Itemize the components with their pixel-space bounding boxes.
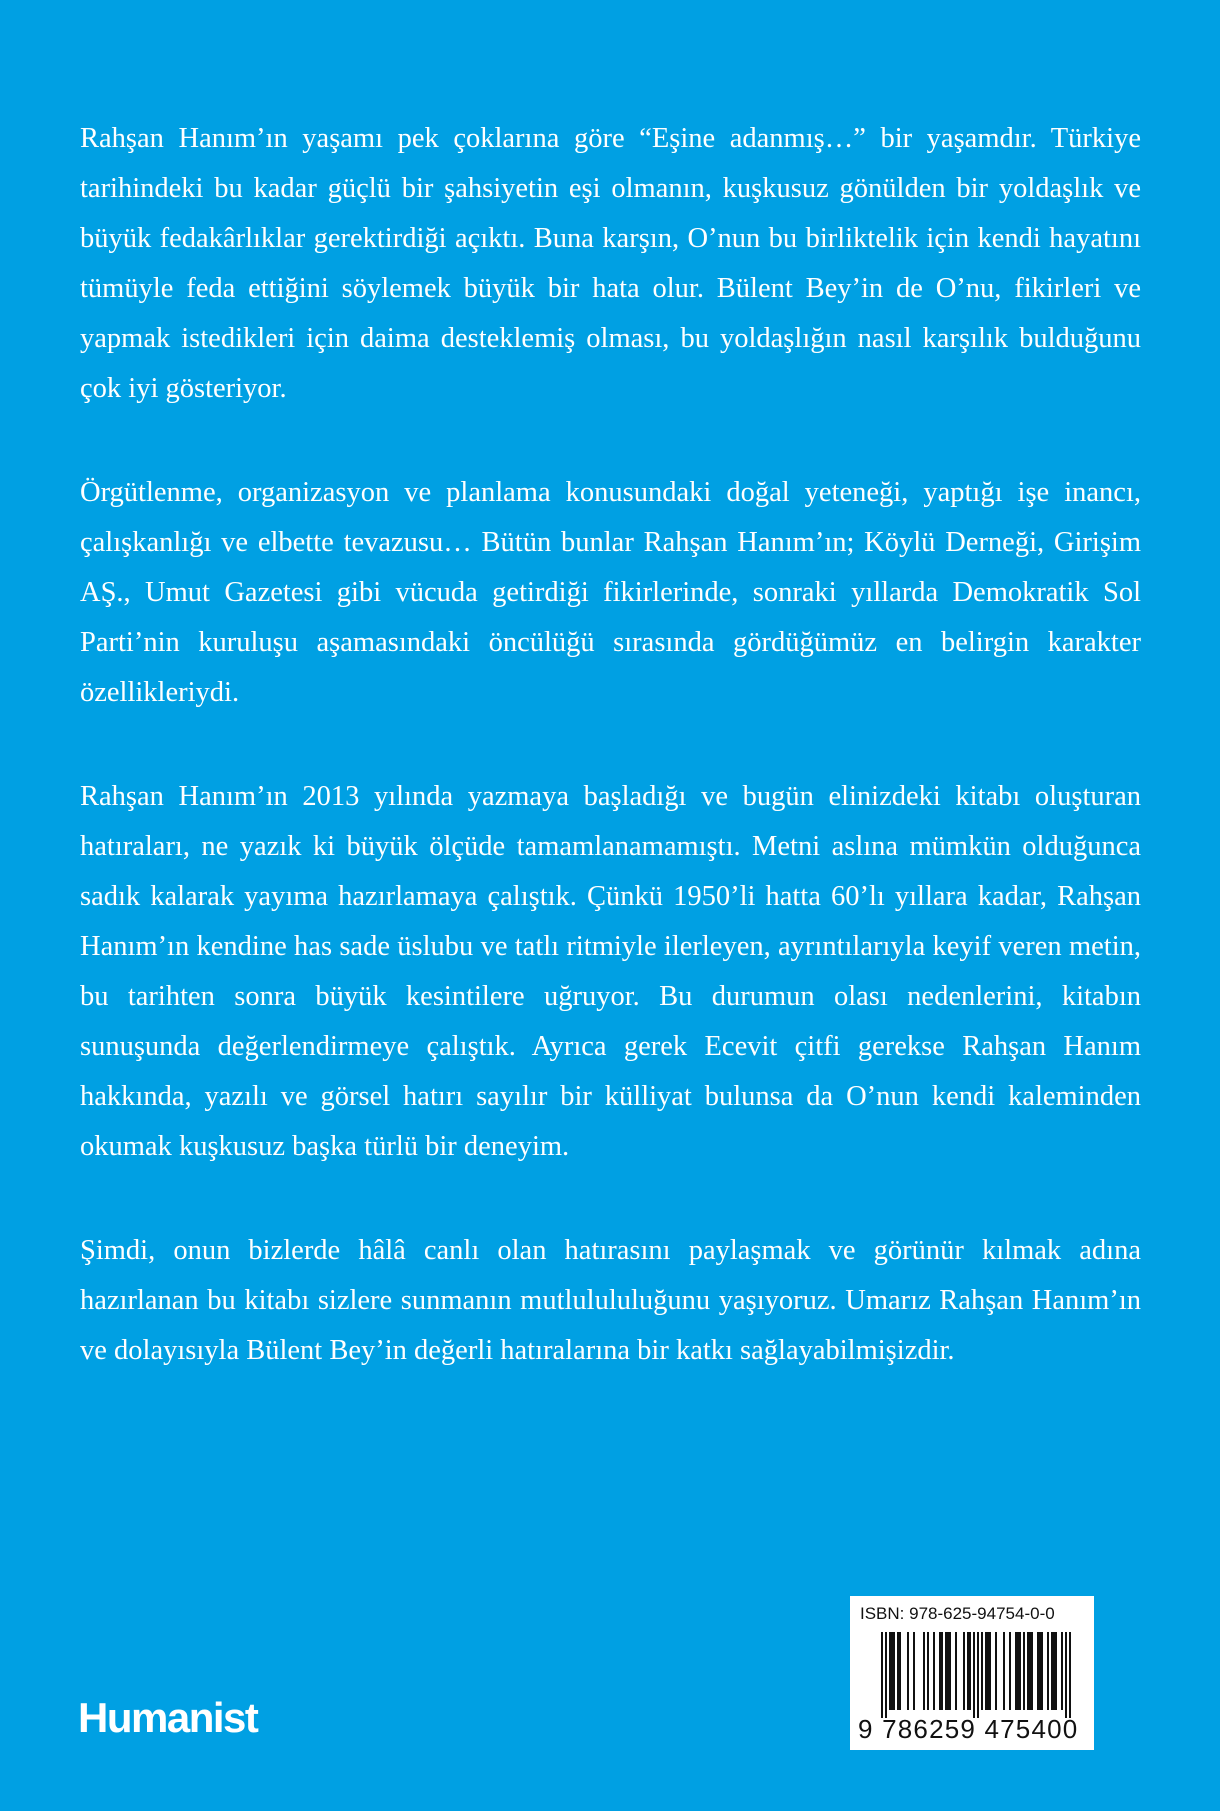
- barcode-bar: [967, 1632, 969, 1710]
- barcode-bar: [897, 1632, 899, 1710]
- barcode-bar: [1023, 1632, 1025, 1710]
- barcode-bar: [933, 1632, 935, 1710]
- publisher-logo: Humanist: [78, 1694, 258, 1741]
- barcode-bar: [1069, 1632, 1071, 1718]
- blurb-text: [80, 114, 1141, 1430]
- barcode-bar: [1009, 1632, 1011, 1710]
- barcode-bar: [977, 1632, 979, 1718]
- barcode-label: [850, 1596, 1094, 1750]
- barcode-bar: [949, 1632, 951, 1710]
- barcode-bar: [987, 1632, 989, 1710]
- barcode-bar: [947, 1632, 949, 1710]
- barcode-bar: [985, 1632, 987, 1710]
- barcode-bar: [1015, 1632, 1017, 1710]
- barcode-bar: [955, 1632, 957, 1710]
- barcode-bar: [981, 1632, 983, 1710]
- barcode-bar: [1003, 1632, 1005, 1710]
- barcode-bars: [876, 1632, 1076, 1718]
- barcode-bar: [989, 1632, 991, 1710]
- barcode-bar: [923, 1632, 925, 1710]
- blurb-paragraph-3: Rahşan Hanım’ın 2013 yılında yazmaya başladığı ve bugün elinizdeki kitabı oluşturan hatıraları, ne yazık ki büyük ölçüde tamamlanamamıştı. Metni aslına mümkün olduğunca sadık kalarak yayıma hazırlamaya çalıştık. Çünkü 1950’li hatta 60’lı yıllara kadar, Rahşan Hanım’ın kendine has sade üslubu ve tatlı ritmiyle ilerleyen, ayrıntılarıyla keyif veren metin, bu tarihten sonra büyük kesintilere uğruyor. Bu durumun olası nedenlerini, kitabın sunuşunda değerlendirmeye çalıştık. Ayrıca gerek Ecevit çitfi gerekse Rahşan Hanım hakkında, yazılı ve görsel hatırı sayılır bir külliyat bulunsa da O’nun kendi kaleminden okumak kuşkusuz başka türlü bir deneyim.: [80, 781, 1141, 1162]
- barcode-bar: [963, 1632, 965, 1710]
- barcode-bar: [1017, 1632, 1019, 1710]
- barcode-bar: [1037, 1632, 1039, 1710]
- barcode-bar: [1019, 1632, 1021, 1710]
- barcode-bar: [995, 1632, 997, 1710]
- barcode-bar: [1055, 1632, 1057, 1710]
- barcode-bar: [893, 1632, 895, 1710]
- barcode-bar: [945, 1632, 947, 1710]
- barcode-bar: [885, 1632, 887, 1718]
- barcode-digits: 9 786259 475400: [858, 1714, 1079, 1744]
- barcode-bar: [907, 1632, 909, 1710]
- barcode-bar: [969, 1632, 971, 1710]
- barcode-bar: [939, 1632, 941, 1710]
- blurb-paragraph-4: Şimdi, onun bizlerde hâlâ canlı olan hatırasını paylaşmak ve görünür kılmak adına hazırlanan bu kitabı sizlere sunmanın mutlulululuğunu yaşıyoruz. Umarız Rahşan Hanım’ın ve dolayısıyla Bülent Bey’in değerli hatıralarına bir katkı sağlayabilmişizdir.: [80, 1235, 1141, 1366]
- barcode-bar: [1065, 1632, 1067, 1718]
- barcode-bar: [1061, 1632, 1063, 1710]
- barcode-bar: [1027, 1632, 1029, 1710]
- barcode-bar: [973, 1632, 975, 1718]
- barcode-bar: [927, 1632, 929, 1710]
- barcode-bar: [1039, 1632, 1041, 1710]
- barcode-bar: [1031, 1632, 1033, 1710]
- barcode-bar: [899, 1632, 901, 1710]
- barcode-bar: [941, 1632, 943, 1710]
- barcode-bar: [1051, 1632, 1053, 1710]
- blurb-paragraph-2: Örgütlenme, organizasyon ve planlama konusundaki doğal yeteneği, yaptığı işe inancı, çalışkanlığı ve elbette tevazusu… Bütün bunlar Rahşan Hanım’ın; Köylü Derneği, Girişim AŞ., Umut Gazetesi gibi vücuda getirdiği fikirlerinde, sonraki yıllarda Demokratik Sol Parti’nin kuruluşu aşamasındaki öncülüğü sırasında gördüğümüz en belirgin karakter özellikleriydi.: [80, 477, 1141, 708]
- blurb-paragraph-1: Rahşan Hanım’ın yaşamı pek çoklarına göre “Eşine adanmış…” bir yaşamdır. Türkiye tarihindeki bu kadar güçlü bir şahsiyetin eşi olmanın, kuşkusuz gönülden bir yoldaşlık ve büyük fedakârlıklar gerektirdiği açıktı. Buna karşın, O’nun bu birliktelik için kendi hayatını tümüyle feda ettiğini söylemek büyük bir hata olur. Bülent Bey’in de O’nu, fikirleri ve yapmak istedikleri için daima desteklemiş olması, bu yoldaşlığın nasıl karşılık bulduğunu çok iyi gösteriyor.: [80, 123, 1141, 404]
- isbn-text: ISBN: 978-625-94754-0-0: [860, 1604, 1055, 1623]
- barcode-bar: [1041, 1632, 1043, 1710]
- barcode-bar: [1047, 1632, 1049, 1710]
- barcode-bar: [891, 1632, 893, 1710]
- barcode-bar: [889, 1632, 891, 1710]
- barcode-bar: [1053, 1632, 1055, 1710]
- barcode-bar: [913, 1632, 915, 1710]
- barcode-bar: [881, 1632, 883, 1718]
- barcode-bar: [1029, 1632, 1031, 1710]
